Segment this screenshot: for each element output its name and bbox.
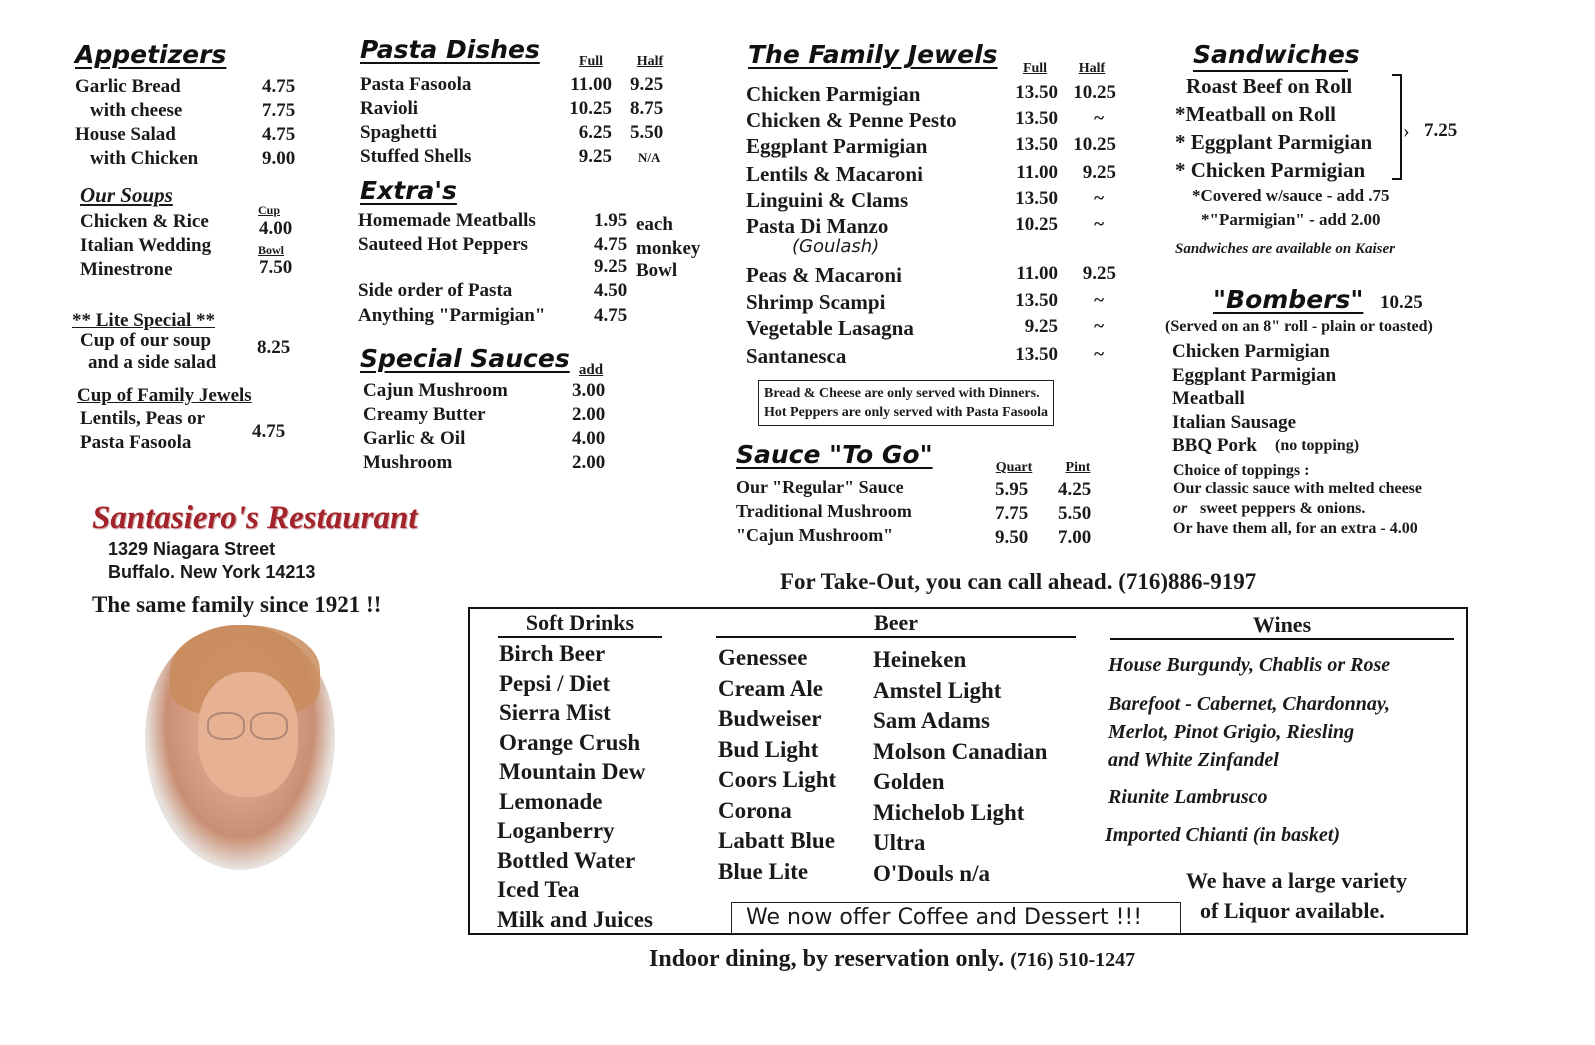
pasta-full-price: 10.25: [569, 98, 612, 119]
pasta-title: Pasta Dishes: [360, 35, 540, 64]
or-text: or: [1173, 500, 1188, 517]
extra-price: 4.75: [594, 234, 628, 255]
sauce-price: 2.00: [572, 404, 606, 425]
soups-title: Our Soups: [80, 183, 173, 207]
half-label: Half: [1078, 61, 1106, 76]
cup-label: Cup: [258, 203, 281, 217]
sauce-name: Cajun Mushroom: [363, 380, 508, 401]
bomber-item: BBQ Pork: [1172, 435, 1257, 457]
jewel-half-price: ~: [1094, 344, 1104, 365]
beer-item: Coors Light: [718, 767, 837, 792]
extra-price: 4.50: [594, 280, 628, 301]
extra-name: Sauteed Hot Peppers: [358, 234, 528, 255]
extra-unit: monkey: [636, 238, 701, 259]
jewel-name: Pasta Di Manzo: [746, 214, 889, 238]
liquor-note: We have a large variety: [1186, 868, 1408, 893]
dinner-note-box: [758, 380, 1054, 426]
togo-pint-price: 5.50: [1058, 503, 1092, 524]
jewel-half-price: ~: [1094, 316, 1104, 337]
pasta-name: Spaghetti: [360, 122, 438, 143]
jewel-half-price: ~: [1094, 214, 1104, 235]
quart-label: Quart: [995, 460, 1033, 475]
liquor-note: of Liquor available.: [1200, 898, 1385, 923]
jewel-name: Eggplant Parmigian: [746, 134, 928, 158]
togo-title: Sauce "To Go": [736, 440, 933, 469]
appetizer-price: 7.75: [262, 100, 296, 121]
wine-item: and White Zinfandel: [1108, 749, 1279, 771]
goulash-note: (Goulash): [792, 236, 880, 257]
soup-name: Minestrone: [80, 259, 173, 280]
jewel-name: Vegetable Lasagna: [746, 316, 914, 340]
pasta-name: Stuffed Shells: [360, 146, 472, 167]
half-label: Half: [636, 54, 664, 69]
cupjewels-price: 4.75: [252, 421, 286, 442]
jewel-full-price: 13.50: [1015, 134, 1058, 155]
togo-quart-price: 5.95: [995, 479, 1029, 500]
sandwich-item: Roast Beef on Roll: [1186, 74, 1353, 98]
bracket: [1392, 74, 1402, 180]
pasta-full-price: 11.00: [570, 74, 612, 95]
jewel-name: Santanesca: [746, 344, 847, 368]
extra-price: 9.25: [594, 256, 628, 277]
soft-drink: Mountain Dew: [499, 759, 646, 784]
glasses-icon: [250, 712, 288, 740]
coffee-dessert-note: We now offer Coffee and Dessert !!!: [731, 902, 1181, 934]
lite-line: Cup of our soup: [80, 330, 212, 351]
bomber-item: Italian Sausage: [1172, 411, 1297, 433]
jewel-name: Peas & Macaroni: [746, 263, 902, 287]
wine-item: Imported Chianti (in basket): [1105, 824, 1341, 846]
sauces-title: Special Sauces: [360, 344, 570, 373]
soft-drinks-title: Soft Drinks: [498, 610, 662, 638]
jewel-half-price: ~: [1094, 290, 1104, 311]
sandwich-item: * Eggplant Parmigian: [1175, 130, 1373, 154]
sauce-name: Creamy Butter: [363, 404, 486, 425]
wine-item: Merlot, Pinot Grigio, Riesling: [1108, 721, 1355, 743]
bomber-item: Meatball: [1172, 388, 1245, 410]
soft-drink: Loganberry: [497, 818, 615, 843]
appetizer-price: 4.75: [262, 76, 296, 97]
sauce-name: Mushroom: [363, 452, 453, 473]
togo-pint-price: 7.00: [1058, 527, 1092, 548]
beer-item: Sam Adams: [873, 708, 990, 733]
pasta-name: Ravioli: [360, 98, 419, 119]
lite-title: ** Lite Special **: [72, 310, 216, 331]
pasta-half-price: N/A: [638, 150, 661, 165]
cup-price: 4.00: [259, 218, 293, 239]
jewel-half-price: 10.25: [1073, 134, 1116, 155]
extra-name: Homemade Meatballs: [358, 210, 536, 231]
jewels-title: The Family Jewels: [748, 40, 998, 69]
jewel-half-price: 10.25: [1073, 82, 1116, 103]
beer-item: Corona: [718, 797, 792, 823]
indoor-dining: [649, 946, 1135, 973]
tagline: The same family since 1921 !!: [92, 592, 382, 617]
beer-item: Golden: [873, 769, 945, 794]
extra-price: 4.75: [594, 305, 628, 326]
bomber-item: Chicken Parmigian: [1172, 341, 1330, 362]
beer-item: Blue Lite: [718, 858, 809, 884]
cupjewels-line: Pasta Fasoola: [80, 432, 192, 453]
beer-item: Heineken: [873, 647, 967, 672]
jewel-name: Lentils & Macaroni: [746, 162, 923, 186]
jewel-name: Chicken & Penne Pesto: [746, 108, 957, 132]
jewel-half-price: ~: [1094, 188, 1104, 209]
soft-drink: Orange Crush: [499, 729, 641, 755]
topping-option: sweet peppers & onions.: [1200, 500, 1366, 517]
appetizer-name: with Chicken: [90, 148, 199, 169]
note-line: Bread & Cheese are only served with Dinners.: [764, 386, 1040, 401]
add-label: add: [578, 362, 604, 378]
jewel-name: Shrimp Scampi: [746, 290, 886, 314]
pasta-half-price: 8.75: [630, 98, 664, 119]
appetizer-price: 9.00: [262, 148, 296, 169]
address-street: 1329 Niagara Street: [108, 539, 276, 559]
beer-item: O'Douls n/a: [873, 860, 990, 886]
jewel-full-price: 11.00: [1016, 263, 1058, 284]
sandwich-item: *Meatball on Roll: [1175, 102, 1336, 126]
reservation-phone: (716) 510-1247: [1010, 949, 1136, 971]
restaurant-name: Santasiero's Restaurant: [92, 500, 418, 536]
sauce-price: 3.00: [572, 380, 606, 401]
pasta-half-price: 9.25: [630, 74, 664, 95]
cupjewels-title: Cup of Family Jewels: [77, 385, 252, 406]
glasses-icon: [207, 712, 245, 740]
kaiser-note: Sandwiches are available on Kaiser: [1175, 241, 1396, 257]
jewel-half-price: 9.25: [1082, 263, 1116, 284]
soft-drink: Pepsi / Diet: [499, 670, 611, 696]
sandwich-note: *Covered w/sauce - add .75: [1192, 186, 1390, 205]
sandwich-note: *"Parmigian" - add 2.00: [1201, 210, 1381, 229]
no-topping: (no topping): [1275, 437, 1360, 454]
sandwich-price: 7.25: [1424, 120, 1458, 141]
appetizer-name: with cheese: [90, 100, 183, 121]
toppings-choice: Choice of toppings :: [1173, 462, 1310, 479]
wines-title: Wines: [1110, 612, 1454, 640]
bracket-point: ›: [1403, 120, 1410, 142]
togo-name: "Cajun Mushroom": [736, 525, 894, 545]
appetizer-name: House Salad: [75, 124, 176, 145]
soft-drink: Bottled Water: [497, 847, 636, 873]
soft-drink: Birch Beer: [499, 641, 606, 666]
extras-title: Extra's: [360, 176, 457, 205]
beer-item: Bud Light: [718, 736, 819, 762]
sauce-name: Garlic & Oil: [363, 428, 466, 449]
sandwiches-title: Sandwiches: [1193, 40, 1360, 69]
beer-item: Labatt Blue: [718, 828, 835, 853]
indoor-text: Indoor dining, by reservation only.: [649, 946, 1005, 972]
appetizer-name: Garlic Bread: [75, 76, 181, 97]
jewel-full-price: 13.50: [1015, 290, 1058, 311]
soup-name: Chicken & Rice: [80, 211, 209, 232]
bowl-price: 7.50: [259, 257, 293, 278]
sauce-price: 4.00: [572, 428, 606, 449]
togo-quart-price: 7.75: [995, 503, 1029, 524]
togo-pint-price: 4.25: [1058, 479, 1092, 500]
jewel-half-price: ~: [1094, 108, 1104, 129]
beer-item: Cream Ale: [718, 675, 823, 701]
extra-name: Side order of Pasta: [358, 280, 513, 301]
extra-name: Anything "Parmigian": [358, 305, 546, 326]
wine-item: House Burgundy, Chablis or Rose: [1108, 654, 1391, 676]
jewel-full-price: 13.50: [1015, 188, 1058, 209]
jewel-name: Chicken Parmigian: [746, 82, 921, 106]
bombers-price: 10.25: [1380, 292, 1423, 313]
cupjewels-line: Lentils, Peas or: [80, 408, 206, 429]
appetizers-title: Appetizers: [75, 40, 227, 69]
bomber-item: Eggplant Parmigian: [1172, 364, 1337, 386]
extra-price: 1.95: [594, 210, 628, 231]
jewel-full-price: 9.25: [1024, 316, 1058, 337]
wine-item: Riunite Lambrusco: [1108, 786, 1268, 808]
togo-name: Our "Regular" Sauce: [736, 477, 904, 497]
topping-option: Our classic sauce with melted cheese: [1173, 480, 1422, 497]
full-label: Full: [578, 54, 604, 69]
appetizer-price: 4.75: [262, 124, 296, 145]
jewel-full-price: 11.00: [1016, 162, 1058, 183]
beer-item: Molson Canadian: [873, 738, 1048, 764]
bowl-label: Bowl: [258, 243, 285, 257]
soft-drink: Lemonade: [499, 788, 603, 814]
togo-quart-price: 9.50: [995, 527, 1029, 548]
sauce-price: 2.00: [572, 452, 606, 473]
toppings-all: Or have them all, for an extra - 4.00: [1173, 520, 1418, 537]
pint-label: Pint: [1065, 460, 1091, 475]
beer-title: Beer: [716, 610, 1076, 638]
address-city: Buffalo. New York 14213: [108, 562, 316, 582]
pasta-half-price: 5.50: [630, 122, 664, 143]
pasta-name: Pasta Fasoola: [360, 74, 472, 95]
jewel-full-price: 13.50: [1015, 344, 1058, 365]
jewel-full-price: 10.25: [1015, 214, 1058, 235]
bombers-served: (Served on an 8" roll - plain or toasted): [1165, 318, 1433, 335]
beer-item: Budweiser: [718, 706, 822, 731]
beer-item: Amstel Light: [873, 677, 1002, 703]
bombers-title: "Bombers": [1213, 285, 1364, 314]
jewel-name: Linguini & Clams: [746, 188, 909, 212]
beer-item: Genessee: [718, 645, 808, 670]
note-line: Hot Peppers are only served with Pasta Fasoola: [764, 405, 1048, 420]
pasta-full-price: 6.25: [578, 122, 612, 143]
beer-item: Michelob Light: [873, 799, 1025, 825]
jewel-full-price: 13.50: [1015, 108, 1058, 129]
takeout-line: For Take-Out, you can call ahead. (716)886-9197: [780, 569, 1257, 594]
extra-unit: each: [636, 214, 673, 235]
pasta-full-price: 9.25: [578, 146, 612, 167]
wine-item: Barefoot - Cabernet, Chardonnay,: [1108, 693, 1391, 715]
soft-drink: Milk and Juices: [497, 906, 653, 932]
lite-line: and a side salad: [88, 352, 217, 373]
sandwich-item: * Chicken Parmigian: [1175, 158, 1366, 182]
jewel-half-price: 9.25: [1082, 162, 1116, 183]
lite-price: 8.25: [257, 337, 291, 358]
extra-unit: Bowl: [636, 260, 678, 281]
soup-name: Italian Wedding: [80, 235, 212, 256]
beer-item: Ultra: [873, 830, 926, 855]
jewel-full-price: 13.50: [1015, 82, 1058, 103]
soft-drink: Sierra Mist: [499, 700, 611, 725]
togo-name: Traditional Mushroom: [736, 501, 912, 521]
soft-drink: Iced Tea: [497, 877, 580, 902]
full-label: Full: [1022, 61, 1048, 76]
